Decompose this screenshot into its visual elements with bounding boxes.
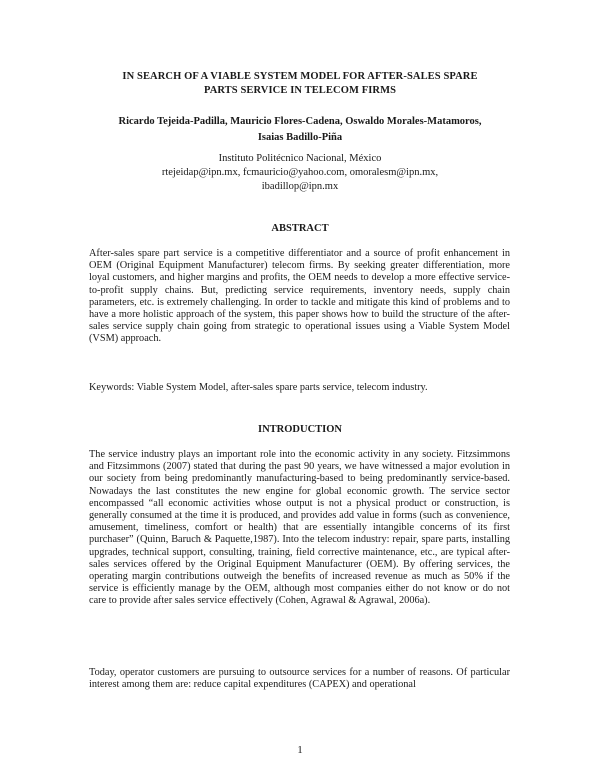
authors-line-1: Ricardo Tejeida-Padilla, Mauricio Flores-Cadena, Oswaldo Morales-Matamoros, xyxy=(118,116,482,127)
author-list xyxy=(70,114,530,146)
keywords: Keywords: Viable System Model, after-sales spare parts service, telecom industry. xyxy=(89,382,428,393)
page-number: 1 xyxy=(297,744,303,756)
paper-title xyxy=(80,70,520,98)
title-line-2: PARTS SERVICE IN TELECOM FIRMS xyxy=(203,85,397,96)
abstract-text: After-sales spare part service is a competitive differentiator and a source of profit enhancement in OEM (Original Equipment Manufacturer) telecom firms. By seeking greater differentiation, more loyal customers, and higher margins and profits, the OEM needs to develop a more effective service-to-profit supply chains. But, predicting service requirements, inventory needs, supply chain parameters, etc. is extremely challenging. In order to tackle and mitigate this kind of problems and to have a more holistic approach of the system, this paper shows how to build the structure of the after-sales service supply chain going from strategic to operational issues using a Viable System Model (VSM) approach. xyxy=(89,248,510,345)
intro-paragraph-1: The service industry plays an important role into the economic activity in any society. Fitzsimmons and Fitzsimmons (2007) stated that during the past 90 years, we have witnessed a major evolution in our society from being predominantly manufacturing-based to being predominantly service-based. Nowadays the last constitutes the new engine for global economic growth. The service sector encompassed “all economic activities whose output is not a physical product or construction, is generally consumed at the time it is produced, and provides add value in forms (such as convenience, amusement, timeliness, comfort or health) that are essentially intangible concerns of its first purchaser” (Quinn, Baruch & Paquette,1987). Into the telecom industry: repair, spare parts, installing upgrades, technical support, consulting, training, field corrective maintenance, etc., are typical after-sales services offered by the Original Equipment Manufacturer (OEM). By offering services, the operating margin contributions outweigh the benefits of increased revenue as much as 50% if the service is efficiently manage by the OEM, although most companies either do not know or do not care to provide after sales service effectively (Cohen, Agrawal & Agrawal, 2006a). xyxy=(89,449,510,607)
intro-paragraph-2: Today, operator customers are pursuing to outsource services for a number of reasons. Of particular interest among them are: reduce capital expenditures (CAPEX) and operational xyxy=(89,667,510,691)
affiliation xyxy=(90,152,510,194)
emails-line-2: ibadillop@ipn.mx xyxy=(261,181,339,192)
title-line-1: IN SEARCH OF A VIABLE SYSTEM MODEL FOR AFTER-SALES SPARE xyxy=(122,71,478,82)
introduction-heading: INTRODUCTION xyxy=(257,424,342,435)
institution: Instituto Politécnico Nacional, México xyxy=(218,153,382,164)
emails-line-1: rtejeidap@ipn.mx, fcmauricio@yahoo.com, omoralesm@ipn.mx, xyxy=(161,167,439,178)
abstract-heading: ABSTRACT xyxy=(271,223,329,234)
authors-line-2: Isaias Badillo-Piña xyxy=(257,132,343,143)
